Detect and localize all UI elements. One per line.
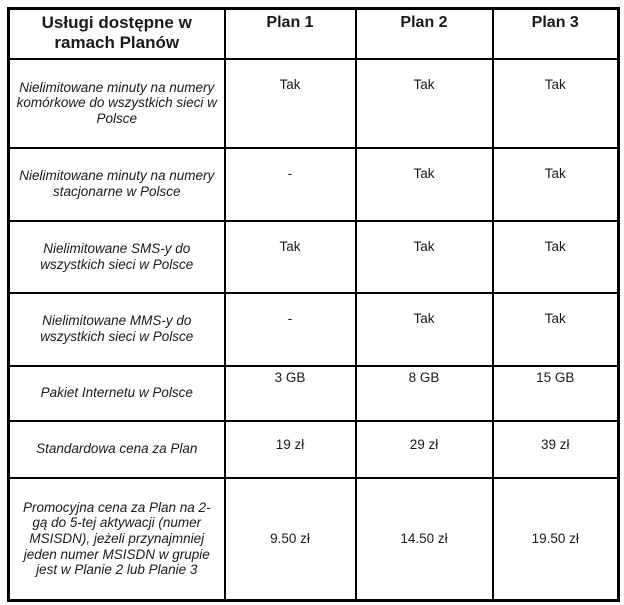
value-cell-plan-2: 8 GB	[356, 366, 493, 421]
value-cell-plan-2: 14.50 zł	[356, 478, 493, 601]
header-services	[9, 9, 225, 59]
table-row	[9, 59, 619, 148]
table-header-row	[9, 9, 619, 59]
value-cell-plan-2: Tak	[356, 221, 493, 293]
service-label-cell	[9, 478, 225, 601]
service-label: Nielimitowane minuty na numery stacjonarne w Polsce	[19, 168, 215, 199]
service-label: Promocyjna cena za Plan na 2-gą do 5-tej aktywacji (numer MSISDN), jeżeli przynajmniej jeden numer MSISDN w grupie jest w Planie 2 lub Planie 3	[22, 499, 211, 578]
value-cell-plan-1: -	[225, 148, 356, 221]
value-cell-plan-2: Tak	[356, 59, 493, 148]
value-cell-plan-3: 15 GB	[493, 366, 619, 421]
service-label: Nielimitowane minuty na numery komórkowe do wszystkich sieci w Polsce	[16, 79, 217, 126]
plans-comparison-table	[7, 7, 620, 602]
value-cell-plan-1: 19 zł	[225, 421, 356, 478]
value-cell-plan-2: 29 zł	[356, 421, 493, 478]
value-cell-plan-1: 9.50 zł	[225, 478, 356, 601]
value-cell-plan-3: Tak	[493, 148, 619, 221]
value-cell-plan-1: 3 GB	[225, 366, 356, 421]
value-cell-plan-1: Tak	[225, 59, 356, 148]
value-cell-plan-3: 39 zł	[493, 421, 619, 478]
service-label-cell	[9, 148, 225, 221]
service-label-cell	[9, 293, 225, 366]
header-services-label: Usługi dostępne w ramach Planów	[41, 13, 192, 53]
service-label: Standardowa cena za Plan	[36, 441, 198, 457]
value-cell-plan-3: 19.50 zł	[493, 478, 619, 601]
table-row	[9, 148, 619, 221]
service-label-cell	[9, 421, 225, 478]
value-cell-plan-1: Tak	[225, 221, 356, 293]
service-label: Nielimitowane MMS-y do wszystkich sieci w Polsce	[40, 313, 194, 344]
service-label-cell	[9, 59, 225, 148]
service-label: Pakiet Internetu w Polsce	[40, 385, 193, 401]
header-plan-2: Plan 2	[356, 9, 493, 59]
header-plan-1: Plan 1	[225, 9, 356, 59]
table-row	[9, 478, 619, 601]
value-cell-plan-3: Tak	[493, 59, 619, 148]
header-plan-3: Plan 3	[493, 9, 619, 59]
value-cell-plan-3: Tak	[493, 293, 619, 366]
service-label: Nielimitowane SMS-y do wszystkich sieci w Polsce	[40, 240, 194, 272]
table-row	[9, 366, 619, 421]
value-cell-plan-2: Tak	[356, 148, 493, 221]
value-cell-plan-3: Tak	[493, 221, 619, 293]
value-cell-plan-1: -	[225, 293, 356, 366]
table-row	[9, 293, 619, 366]
value-cell-plan-2: Tak	[356, 293, 493, 366]
table-row	[9, 421, 619, 478]
service-label-cell	[9, 221, 225, 293]
table-row	[9, 221, 619, 293]
service-label-cell	[9, 366, 225, 421]
